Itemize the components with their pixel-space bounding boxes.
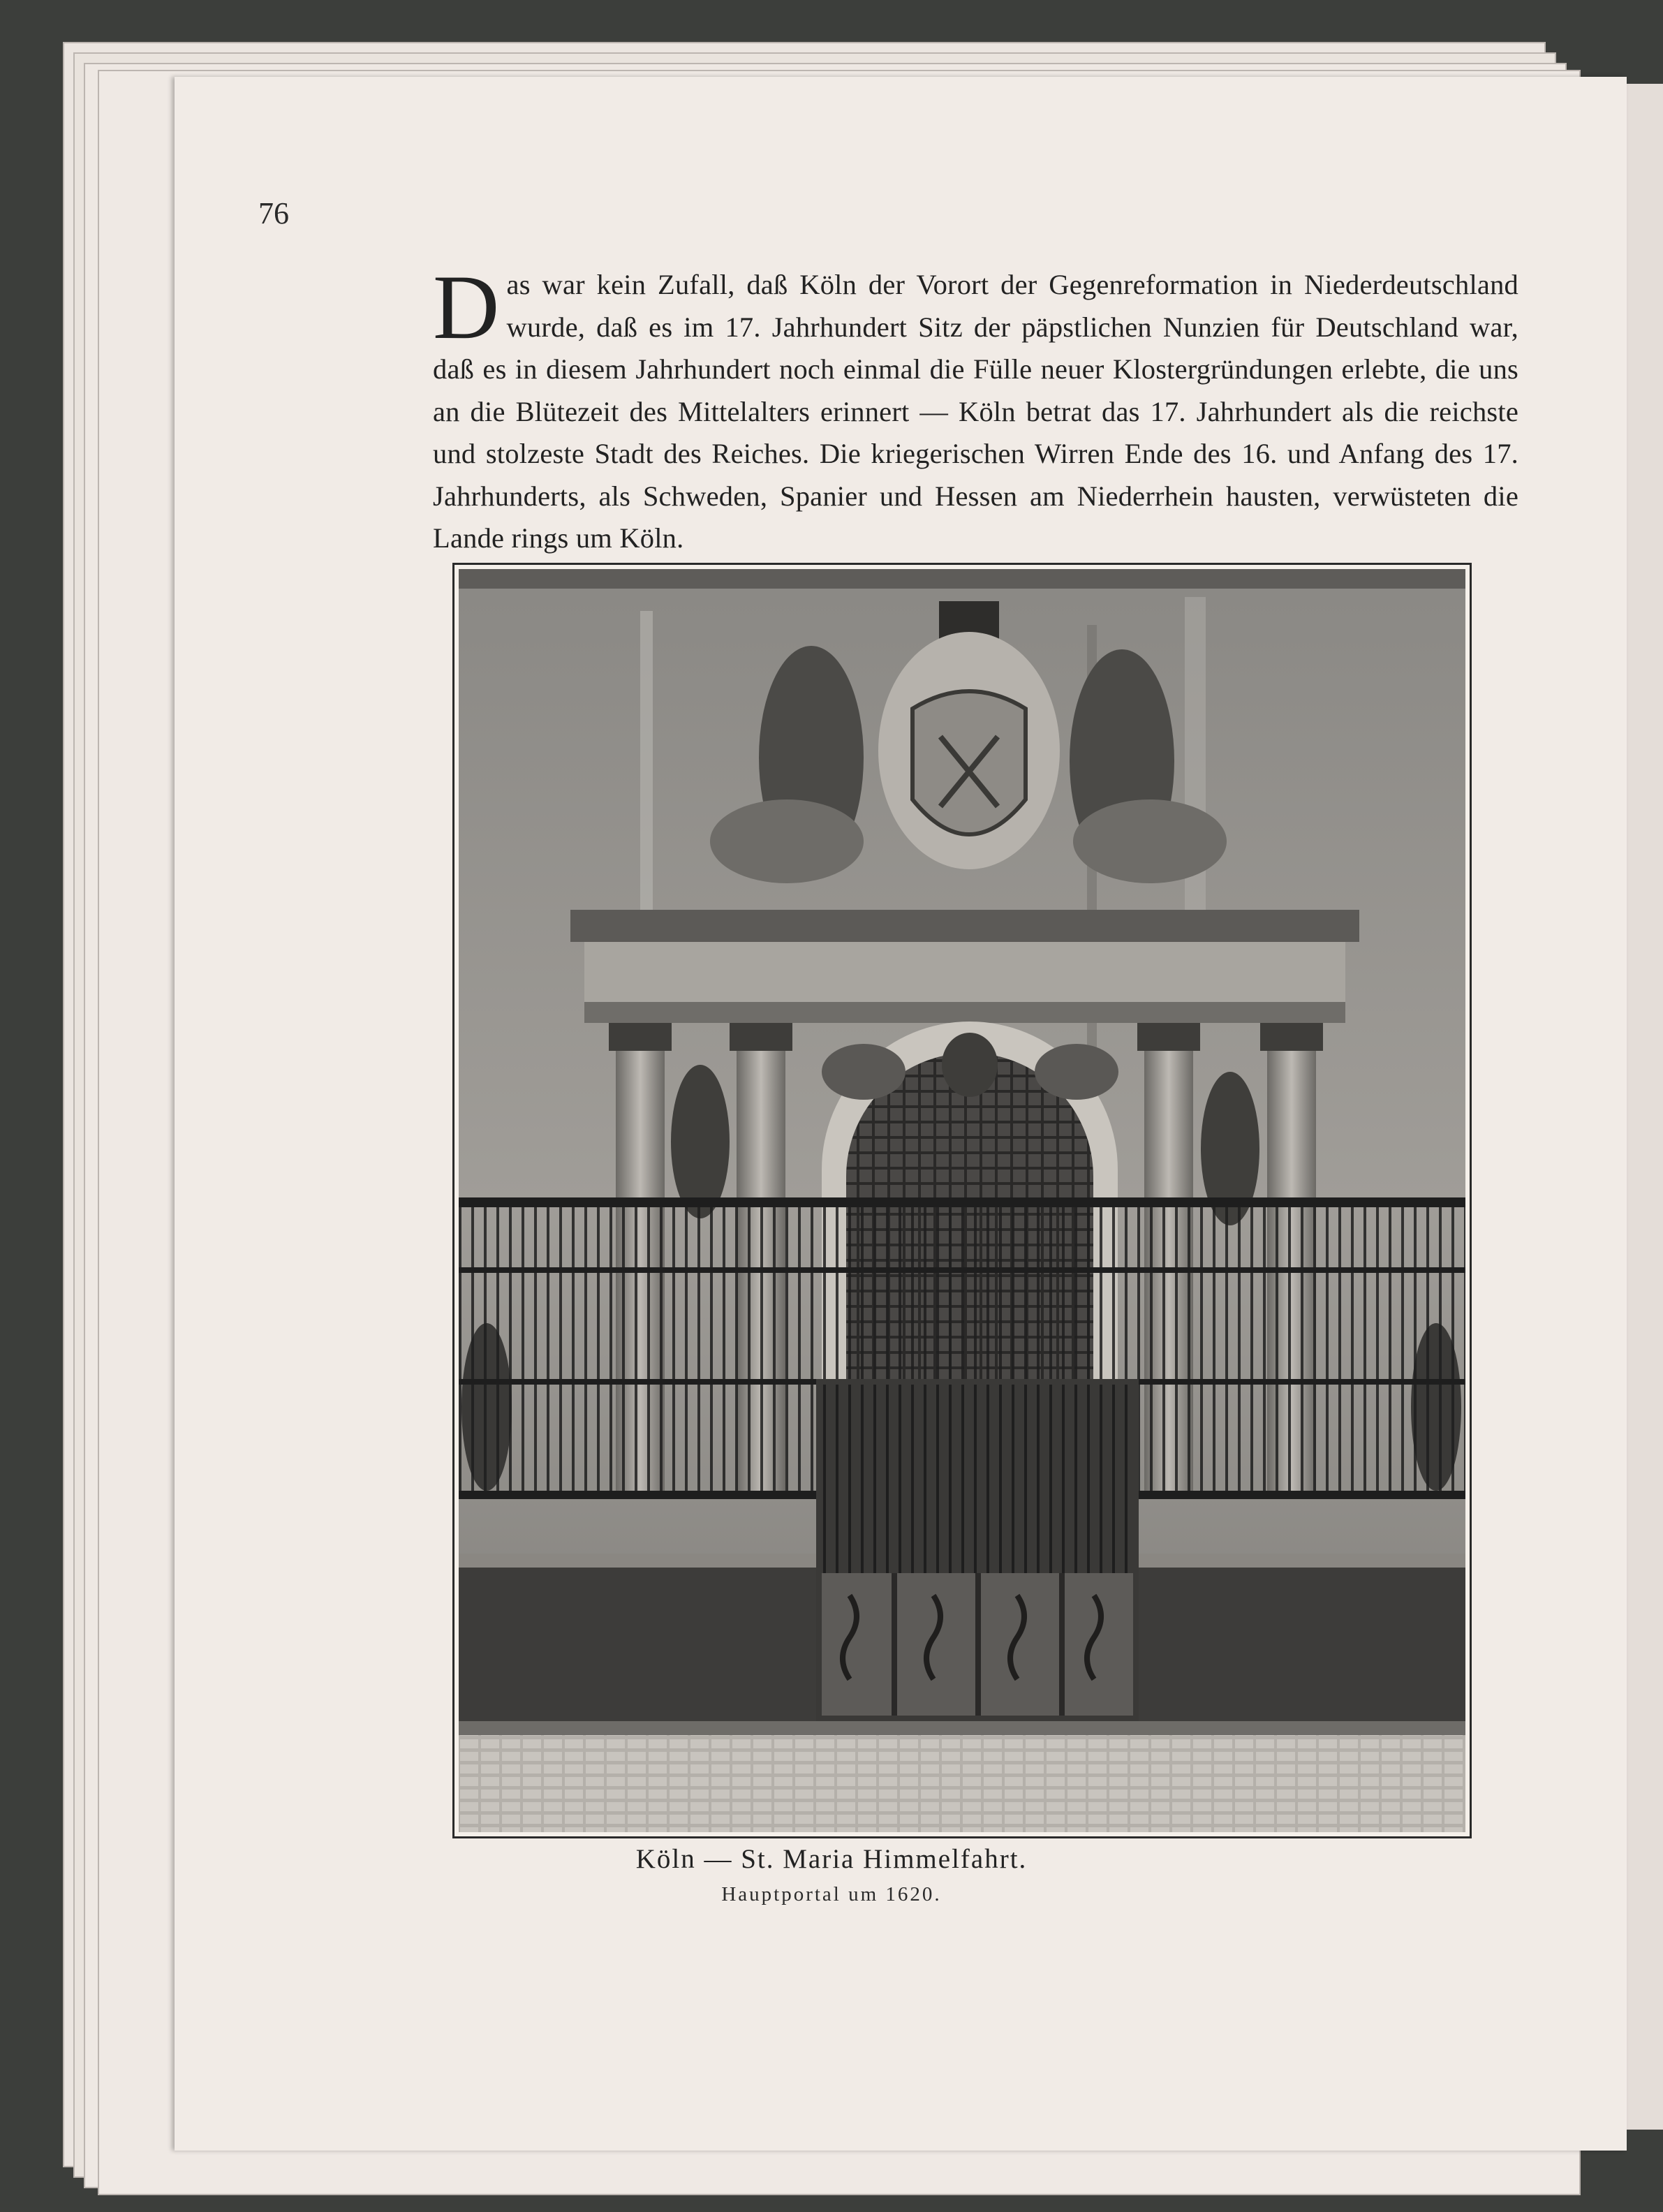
paragraph-text: as war kein Zufall, daß Köln der Vorort der Gegenreformation in Niederdeutschland wurde, daß es im 17. Jahrhundert Sitz der päpstlichen Nunzien für Deutschland war, daß es in diesem Jahrhundert noch einmal die Fülle neuer Klostergründungen erlebte, die uns an die Blütezeit des Mittelalters erinnert — Köln betrat das 17. Jahrhundert als die reichste und stolzeste Stadt des Reiches. Die kriegerischen Wirren Ende des 16. und Anfang des 17. Jahrhunderts, als Schweden, Spanier und Hessen am Niederrhein hausten, verwüsteten die Lande rings um Köln. [433, 269, 1518, 554]
body-paragraph [433, 256, 1518, 560]
cobblestone-street [459, 1735, 1465, 1832]
cornice [570, 910, 1359, 942]
figure-caption: Köln — St. Maria Himmelfahrt. [635, 1844, 1028, 1874]
next-page-edge [1627, 84, 1663, 2130]
figure-subcaption: Hauptportal um 1620. [721, 1883, 942, 1905]
base-wall-right [1139, 1561, 1465, 1721]
photo-plate [452, 563, 1472, 1838]
base-wall-left [459, 1561, 816, 1721]
statue-left [671, 1065, 730, 1218]
portal-photograph [459, 569, 1465, 1832]
page-number: 76 [258, 196, 289, 230]
drop-cap: D [433, 256, 500, 358]
iron-gate [816, 1379, 1139, 1721]
